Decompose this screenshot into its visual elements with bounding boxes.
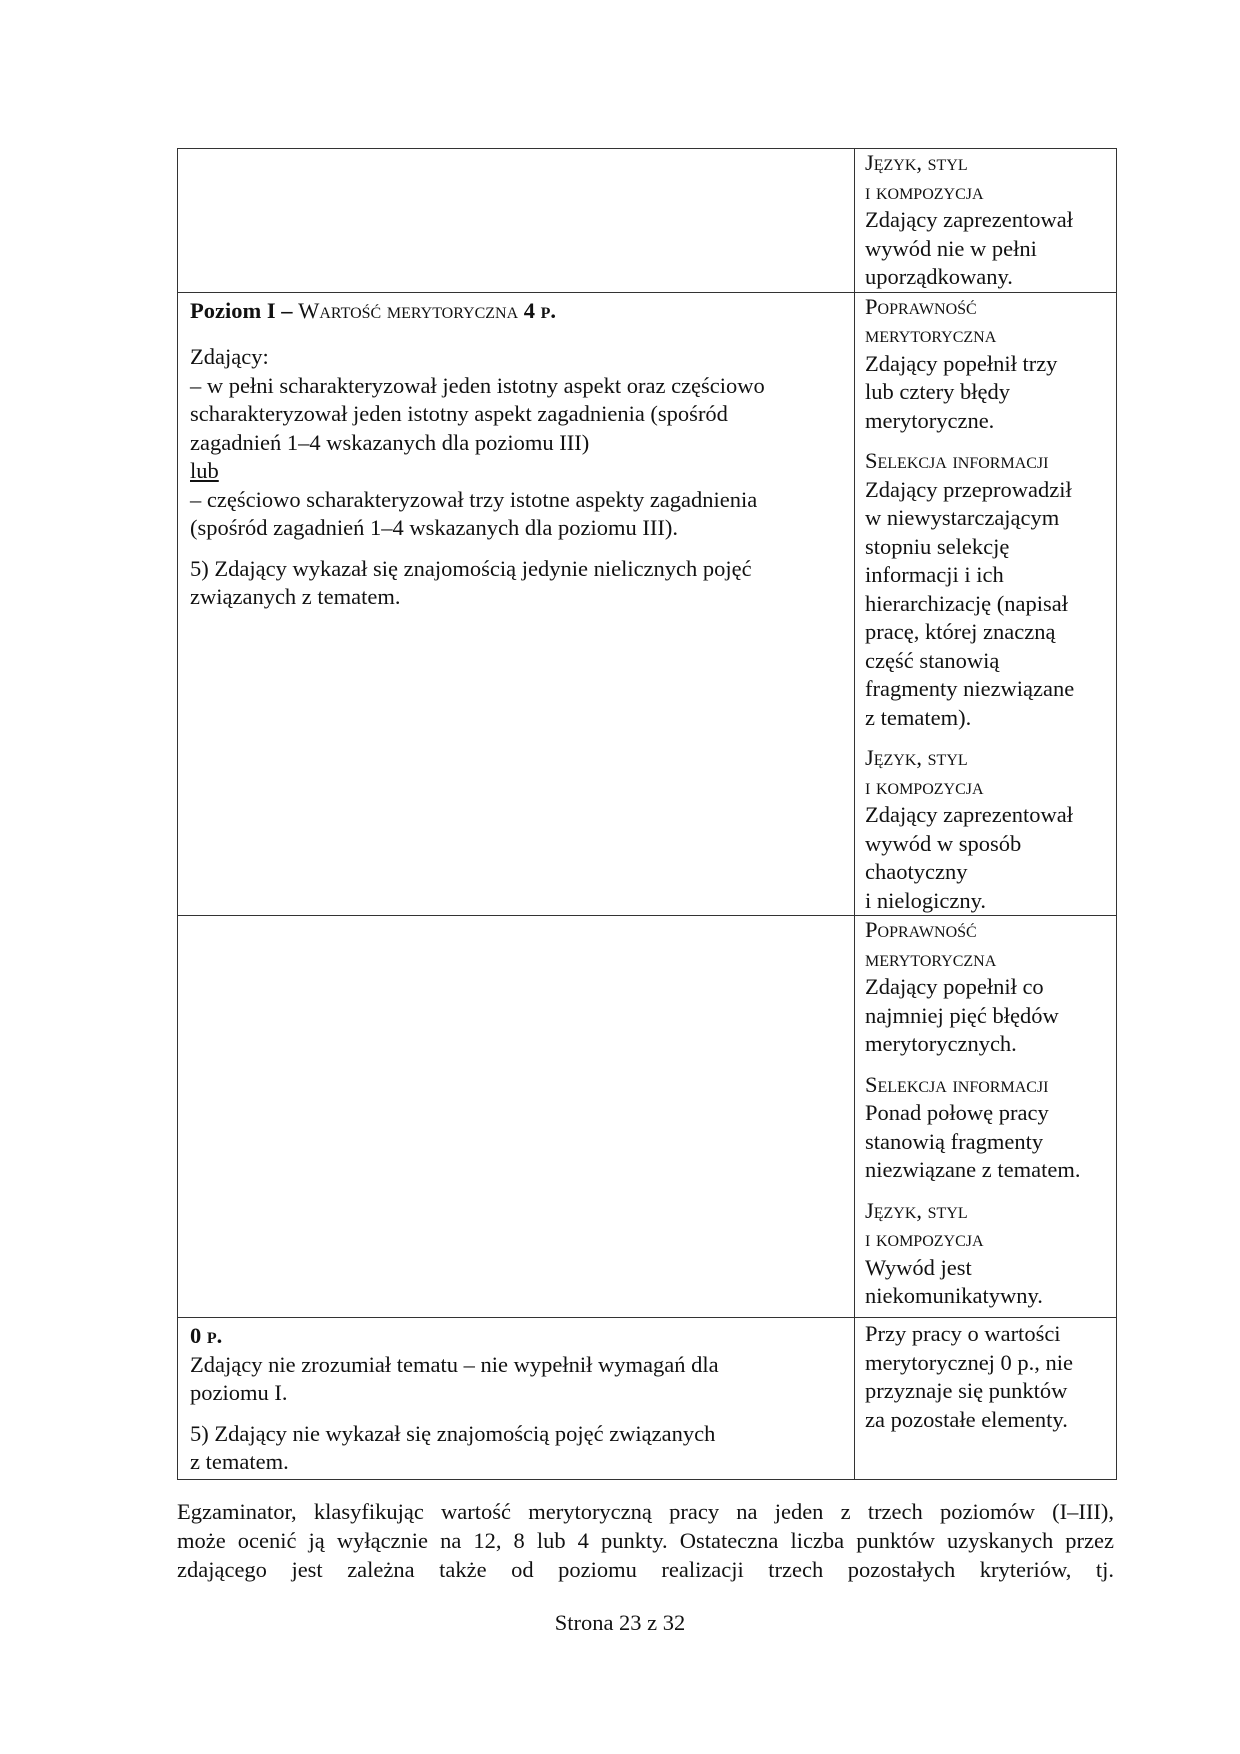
level-1-line: – częściowo scharakteryzował trzy istotne aspekty zagadnienia [190,486,758,512]
criterion-heading: i kompozycja [865,1226,984,1251]
criterion-text: Zdający popełnił co [865,974,1044,999]
criterion-text: stanowią fragmenty [865,1128,1044,1154]
criterion-heading: Poprawność [865,917,977,942]
footer-line: Egzaminator, klasyfikując wartość merytoryczną pracy na jeden z trzech poziomów (I–III), [177,1499,1114,1524]
criterion-text: Zdający przeprowadził [865,476,1072,502]
criterion-block [865,149,1108,292]
row1-left-cell [178,149,855,293]
zero-points-note: za pozostałe elementy. [865,1406,1068,1432]
level-1-description [178,292,855,916]
criterion-heading: merytoryczna [865,322,997,347]
page-number: Strona 23 z 32 [554,1610,686,1635]
level-1-title-points: 4 p. [518,297,557,323]
criterion-heading: i kompozycja [865,178,984,204]
criterion-text: w niewystarczającym [865,505,1060,530]
level-0-point5: 5) Zdający nie wykazał się znajomością pojęć związanych [190,1420,716,1446]
criterion-text: lub cztery błędy [865,379,1010,404]
criterion-text: merytoryczne. [865,407,995,433]
rubric-table [177,148,1117,1480]
criterion-heading: Selekcja informacji [865,448,1049,473]
criterion-text: niezwiązane z tematem. [865,1157,1081,1182]
level-0-line: Zdający nie zrozumiał tematu – nie wypełnił wymagań dla [190,1351,719,1377]
criterion-text: Ponad połowę pracy [865,1100,1049,1125]
level-1-title-prefix: Poziom I – [190,297,299,323]
criterion-text: informacji i ich [865,562,1004,587]
row1-right-cell [855,149,1117,293]
criterion-block [865,1071,1108,1185]
level-1-intro: Zdający: [190,344,269,369]
level-1-point5: 5) Zdający wykazał się znajomością jedynie nielicznych pojęć [190,555,752,581]
level-0-line: poziomu I. [190,1380,288,1405]
criterion-block [865,916,1108,1059]
zero-points-note: Przy pracy o wartości [865,1321,1061,1346]
level-0-title: 0 p. [190,1323,223,1348]
criterion-text: Zdający zaprezentował [865,207,1073,232]
row3-left-cell [178,916,855,1318]
criterion-heading: i kompozycja [865,773,984,799]
criterion-heading: Język, styl [865,745,968,770]
zero-points-note: przyznaje się punktów [865,1378,1068,1403]
criterion-block [865,1197,1108,1311]
criterion-heading: Poprawność [865,293,977,319]
footer-paragraph [177,1497,1114,1584]
criterion-text: Wywód jest [865,1254,972,1280]
criterion-heading: merytoryczna [865,945,997,971]
level-1-line: zagadnień 1–4 wskazanych dla poziomu III) [190,429,590,455]
criterion-text: niekomunikatywny. [865,1283,1043,1308]
footer-line: może ocenić ją wyłącznie na 12, 8 lub 4 punkty. Ostateczna liczba punktów uzyskanych przez [177,1528,1114,1553]
criterion-text: Zdający zaprezentował [865,802,1073,827]
criterion-text: pracę, której znaczną [865,619,1056,644]
level-0-description [178,1318,855,1480]
table-row [178,149,1117,293]
criterion-block [865,447,1108,732]
level-1-line: scharakteryzował jeden istotny aspekt zagadnienia (spośród [190,401,728,426]
level-1-title [190,297,842,326]
criterion-text: chaotyczny [865,859,968,884]
table-row [178,916,1117,1318]
criterion-text: wywód w sposób [865,830,1022,856]
footer-line: zdającego jest zależna także od poziomu realizacji trzech pozostałych kryteriów, tj. [177,1557,1114,1582]
criterion-text: stopniu selekcję [865,533,1010,559]
level-1-or: lub [190,458,219,483]
level-1-point5: związanych z tematem. [190,584,401,609]
criterion-text: hierarchizację (napisał [865,590,1068,616]
row3-right-cell [855,916,1117,1318]
criterion-text: Zdający popełnił trzy [865,350,1058,376]
criterion-text: fragmenty niezwiązane [865,676,1075,701]
row4-right-cell [855,1318,1117,1480]
row2-right-cell [855,292,1117,916]
criterion-text: i nielogiczny. [865,887,987,913]
level-0-point5: z tematem. [190,1449,289,1474]
criterion-text: merytorycznych. [865,1031,1017,1056]
criterion-heading: Język, styl [865,150,968,175]
level-1-line: (spośród zagadnień 1–4 wskazanych dla poziomu III). [190,515,678,540]
criterion-text: z tematem). [865,704,972,730]
table-row [178,292,1117,916]
zero-points-note: merytorycznej 0 p., nie [865,1349,1074,1375]
criterion-text: część stanowią [865,647,1000,673]
criterion-heading: Selekcja informacji [865,1071,1049,1097]
table-row [178,1318,1117,1480]
criterion-heading: Język, styl [865,1197,968,1223]
level-1-line: – w pełni scharakteryzował jeden istotny aspekt oraz częściowo [190,372,765,398]
criterion-text: wywód nie w pełni [865,235,1037,261]
level-1-title-sc: Wartość merytoryczna [298,297,519,323]
criterion-text: najmniej pięć błędów [865,1002,1059,1028]
criterion-text: uporządkowany. [865,264,1013,289]
criterion-block [865,744,1108,915]
criterion-block [865,293,1108,436]
